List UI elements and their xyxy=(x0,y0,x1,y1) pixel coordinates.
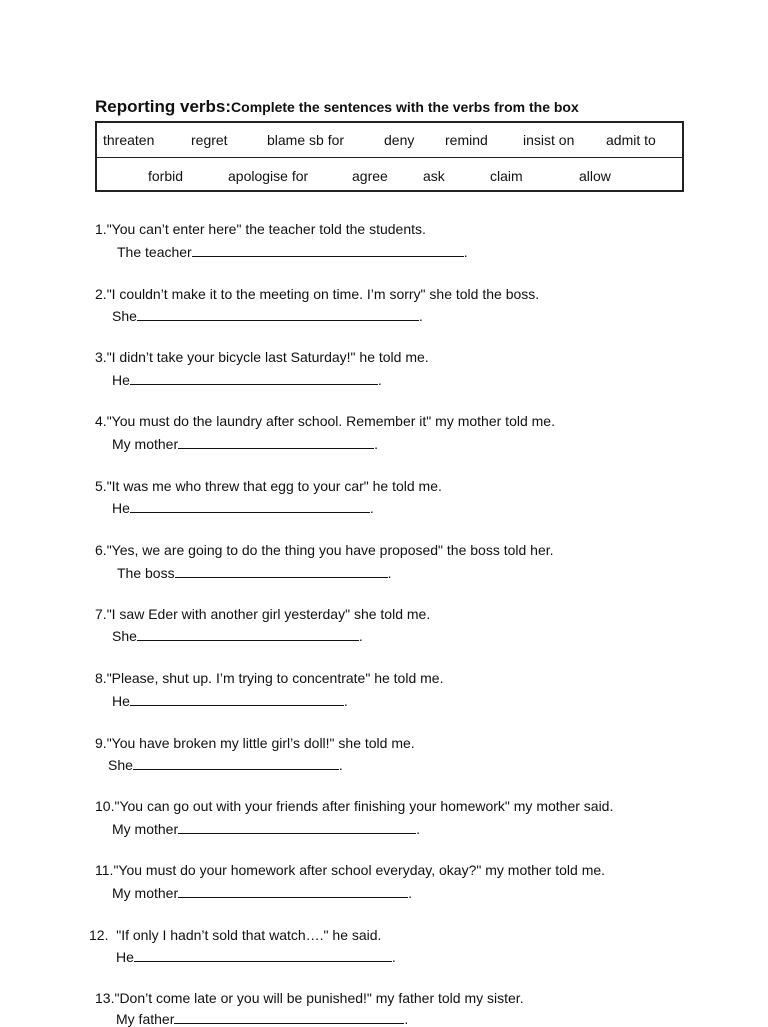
answer-period: . xyxy=(463,244,468,260)
question-number: 12. xyxy=(89,927,109,943)
question-number: 1. xyxy=(95,221,107,237)
answer-blank[interactable] xyxy=(174,1010,404,1024)
question-5 xyxy=(95,478,442,494)
answer-period: . xyxy=(358,628,363,644)
question-9 xyxy=(95,735,415,751)
answer-subject: My mother xyxy=(112,821,179,837)
question-text: "I couldn’t make it to the meeting on time. I’m sorry" she told the boss. xyxy=(106,286,540,302)
answer-subject: He xyxy=(116,949,134,965)
title-main: Reporting verbs: xyxy=(95,97,232,116)
answer-subject: She xyxy=(108,757,133,773)
answer-line-5 xyxy=(112,499,374,516)
question-11 xyxy=(95,862,605,878)
answer-line-10 xyxy=(112,820,420,837)
question-number: 13. xyxy=(95,990,115,1006)
answer-period: . xyxy=(404,1011,409,1027)
verb-remind: remind xyxy=(445,132,488,148)
question-text: "I saw Eder with another girl yesterday" she told me. xyxy=(106,606,431,622)
verb-agree: agree xyxy=(352,168,388,184)
answer-period: . xyxy=(343,693,348,709)
answer-blank[interactable] xyxy=(130,692,344,706)
question-6 xyxy=(95,542,554,558)
answer-line-4 xyxy=(112,435,378,452)
question-13 xyxy=(95,990,524,1006)
question-text: "You can go out with your friends after finishing your homework" my mother said. xyxy=(114,798,614,814)
verb-threaten: threaten xyxy=(103,132,155,148)
answer-subject: She xyxy=(112,628,137,644)
answer-period: . xyxy=(387,565,392,581)
answer-blank[interactable] xyxy=(178,884,408,898)
question-12 xyxy=(89,927,381,943)
answer-blank[interactable] xyxy=(130,499,370,513)
box-divider xyxy=(97,157,682,158)
question-10 xyxy=(95,798,613,814)
question-8 xyxy=(95,670,443,686)
verb-ask: ask xyxy=(423,168,445,184)
answer-subject: My mother xyxy=(112,885,179,901)
answer-subject: He xyxy=(112,693,130,709)
answer-period: . xyxy=(377,372,382,388)
answer-line-6 xyxy=(117,564,391,581)
answer-period: . xyxy=(338,757,343,773)
verb-regret: regret xyxy=(191,132,228,148)
answer-blank[interactable] xyxy=(137,627,359,641)
question-text: "You can’t enter here" the teacher told the students. xyxy=(106,221,426,237)
answer-subject: She xyxy=(112,308,137,324)
question-2 xyxy=(95,286,539,302)
question-number: 4. xyxy=(95,413,107,429)
answer-period: . xyxy=(391,949,396,965)
answer-subject: The teacher xyxy=(117,244,192,260)
verb-forbid: forbid xyxy=(148,168,184,184)
question-1 xyxy=(95,221,426,237)
answer-period: . xyxy=(418,308,423,324)
answer-blank[interactable] xyxy=(192,243,464,257)
title-instruction: Complete the sentences with the verbs from the box xyxy=(231,99,579,115)
answer-period: . xyxy=(369,500,374,516)
question-number: 8. xyxy=(95,670,107,686)
answer-line-2 xyxy=(112,307,423,324)
question-text: "Please, shut up. I’m trying to concentrate" he told me. xyxy=(106,670,444,686)
verb-apologise-for: apologise for xyxy=(228,168,309,184)
question-text: "It was me who threw that egg to your car" he told me. xyxy=(106,478,442,494)
answer-line-1 xyxy=(117,243,468,260)
answer-line-9 xyxy=(108,756,343,773)
verb-admit-to: admit to xyxy=(606,132,656,148)
question-text: "I didn’t take your bicycle last Saturday!" he told me. xyxy=(106,349,429,365)
verb-claim: claim xyxy=(490,168,523,184)
answer-blank[interactable] xyxy=(130,371,378,385)
answer-period: . xyxy=(416,821,421,837)
answer-blank[interactable] xyxy=(134,948,392,962)
question-number: 2. xyxy=(95,286,107,302)
answer-blank[interactable] xyxy=(175,564,388,578)
question-text: "If only I hadn’t sold that watch…." he said. xyxy=(116,927,382,943)
answer-line-11 xyxy=(112,884,412,901)
question-3 xyxy=(95,349,429,365)
question-number: 9. xyxy=(95,735,107,751)
verb-deny: deny xyxy=(384,132,415,148)
answer-period: . xyxy=(374,436,379,452)
question-4 xyxy=(95,413,555,429)
question-text: "You have broken my little girl’s doll!" she told me. xyxy=(106,735,415,751)
question-number: 10. xyxy=(95,798,115,814)
answer-blank[interactable] xyxy=(178,820,416,834)
answer-line-13 xyxy=(116,1010,408,1027)
answer-line-8 xyxy=(112,692,348,709)
verb-blame-sb-for: blame sb for xyxy=(267,132,345,148)
question-number: 3. xyxy=(95,349,107,365)
question-text: "You must do your homework after school everyday, okay?" my mother told me. xyxy=(113,862,606,878)
question-number: 5. xyxy=(95,478,107,494)
answer-line-3 xyxy=(112,371,382,388)
question-text: "Yes, we are going to do the thing you have proposed" the boss told her. xyxy=(106,542,554,558)
answer-blank[interactable] xyxy=(178,435,374,449)
question-text: "Don’t come late or you will be punished!" my father told my sister. xyxy=(114,990,524,1006)
answer-subject: He xyxy=(112,500,130,516)
verb-insist-on: insist on xyxy=(523,132,575,148)
verb-allow: allow xyxy=(579,168,611,184)
answer-subject: My father xyxy=(116,1011,175,1027)
answer-subject: My mother xyxy=(112,436,179,452)
answer-blank[interactable] xyxy=(137,307,419,321)
answer-line-7 xyxy=(112,627,363,644)
question-number: 6. xyxy=(95,542,107,558)
answer-blank[interactable] xyxy=(133,756,339,770)
verb-box xyxy=(95,121,684,192)
answer-line-12 xyxy=(116,948,396,965)
question-7 xyxy=(95,606,430,622)
worksheet-title xyxy=(95,97,579,117)
answer-subject: He xyxy=(112,372,130,388)
question-number: 7. xyxy=(95,606,107,622)
question-number: 11. xyxy=(95,862,114,878)
question-text: "You must do the laundry after school. Remember it" my mother told me. xyxy=(106,413,555,429)
answer-period: . xyxy=(408,885,413,901)
answer-subject: The boss xyxy=(117,565,175,581)
